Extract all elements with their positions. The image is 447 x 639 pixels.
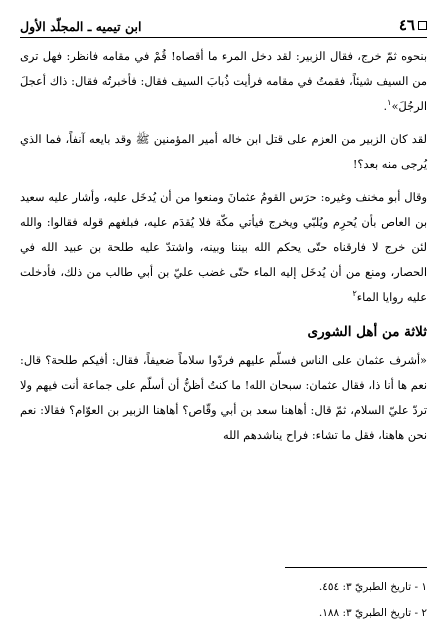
paragraph-1-text: بنحوه ثمّ خرج، فقال الزبير: لقد دخل المرء ما أقصاه! قُمْ في مقامه فانظر: فهل ترى من السيف شيئاً، فقمتُ في مقامه فرأيت ذُبابَ السيف فقال: فأخبرتُه فقال: ذاك أعجلَ الرجُلَ»: [20, 49, 427, 113]
paragraph-3-text: وقال أبو مخنف وغيره: حرَس القومُ عثمانَ ومنعوا من أن يُدخَل عليه، وأشار عليه سعيد بن العاص بأن يُحرِم ويُلبّي ويخرج فيأتي مكّة فلا يُقدَم عليه، فبلغهم قوله فقالوا: والله لئن خرج لا فارقناه حتّى يحكم الله بيننا وبينه، واشتدّ عليه طلحة بن عبيد الله في الحصار، ومنع من أن يُدخَل إليه الماء حتّى غضب عليّ بن أبي طالب من ذلك، فأدخلت عليه روايا الماء: [20, 190, 427, 304]
footnote-ref-1: ١: [387, 98, 392, 108]
page-marker-box-icon: [418, 21, 427, 30]
footnote-divider: [285, 567, 427, 568]
running-title: ابن تيميه ـ المجلّد الأول: [20, 19, 142, 34]
footnote-2: ٢ - تاريخ الطبريّ ٣: ١٨٨.: [318, 607, 427, 619]
paragraph-4: «أشرف عثمان على الناس فسلّم عليهم فردّوا سلاماً ضعيفاً، فقال: أفيكم طلحة؟ قال: نعم ها أنا ذا، فقال عثمان: سبحان الله! ما كنتُ أظنُّ أن أسلّم على جماعة أنت فيهم ولا تردّ عليّ السلام، ثمّ قال: أهاهنا سعد بن أبي وقّاص؟ أهاهنا الزبير بن العوّام؟ فقالا: نعم نحن هاهنا، فقل ما تشاء: فراح يناشدهم الله: [20, 353, 427, 442]
page-number-text: ٤٦: [398, 16, 415, 34]
footnote-1: ١ - تاريخ الطبريّ ٣: ٤٥٤.: [318, 581, 427, 593]
page-header: [20, 12, 427, 38]
footnotes: [20, 574, 427, 626]
paragraph-1-end: .: [383, 99, 388, 113]
footnote-ref-2: ٢: [352, 289, 357, 299]
main-text: [20, 44, 427, 448]
paragraph-1: [20, 44, 427, 119]
section-heading: ثلاثة من أهل الشورى: [307, 324, 427, 340]
paragraph-3: [20, 185, 427, 310]
page-number: [399, 16, 427, 34]
paragraph-2: لقد كان الزبير من العزم على قتل ابن خاله أمير المؤمنين ﷺ وقد بايعه آنفاً، فما الذي يُرجى منه بعد؟!: [20, 132, 427, 171]
